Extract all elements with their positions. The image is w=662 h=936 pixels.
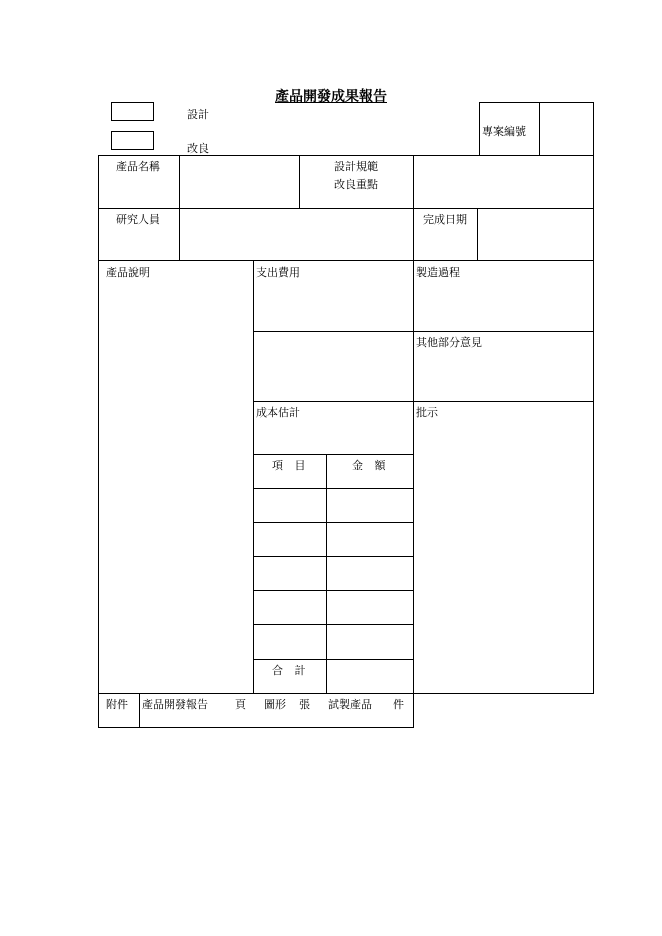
other-opinion-label: 其他部分意見 [416,336,482,349]
product-name-label: 產品名稱 [116,160,160,173]
completion-date-label: 完成日期 [423,213,467,226]
product-name-field[interactable] [181,157,298,207]
expense-label: 支出費用 [256,266,300,279]
cost-estimate-label: 成本估計 [256,406,300,419]
report-text: 產品開發報告 [142,698,208,711]
manufacturing-process-label: 製造過程 [416,266,460,279]
product-description-field[interactable] [100,282,252,692]
design-label: 設計 [187,108,209,121]
item-header: 項 目 [272,459,306,472]
researcher-label: 研究人員 [116,213,160,226]
improvement-points-label: 改良重點 [334,178,378,191]
project-no-label: 專案編號 [482,125,526,138]
improve-label: 改良 [187,142,209,155]
completion-date-field[interactable] [479,210,592,259]
sheet-unit: 張 [299,698,310,711]
researcher-field[interactable] [181,210,412,259]
drawing-text: 圖形 [264,698,286,711]
design-checkbox[interactable] [111,102,154,121]
amount-header: 金 額 [352,459,386,472]
total-label: 合 計 [272,664,306,677]
trial-product-text: 試製產品 [328,698,372,711]
page-title: 產品開發成果報告 [275,89,387,105]
product-description-label: 產品說明 [106,266,150,279]
design-spec-field[interactable] [415,157,592,207]
page-unit: 頁 [235,698,246,711]
attachment-label: 附件 [106,698,128,711]
project-no-field[interactable] [541,104,592,154]
improve-checkbox[interactable] [111,131,154,150]
design-spec-label: 設計規範 [334,160,378,173]
approval-label: 批示 [416,406,438,419]
piece-unit: 件 [393,698,404,711]
